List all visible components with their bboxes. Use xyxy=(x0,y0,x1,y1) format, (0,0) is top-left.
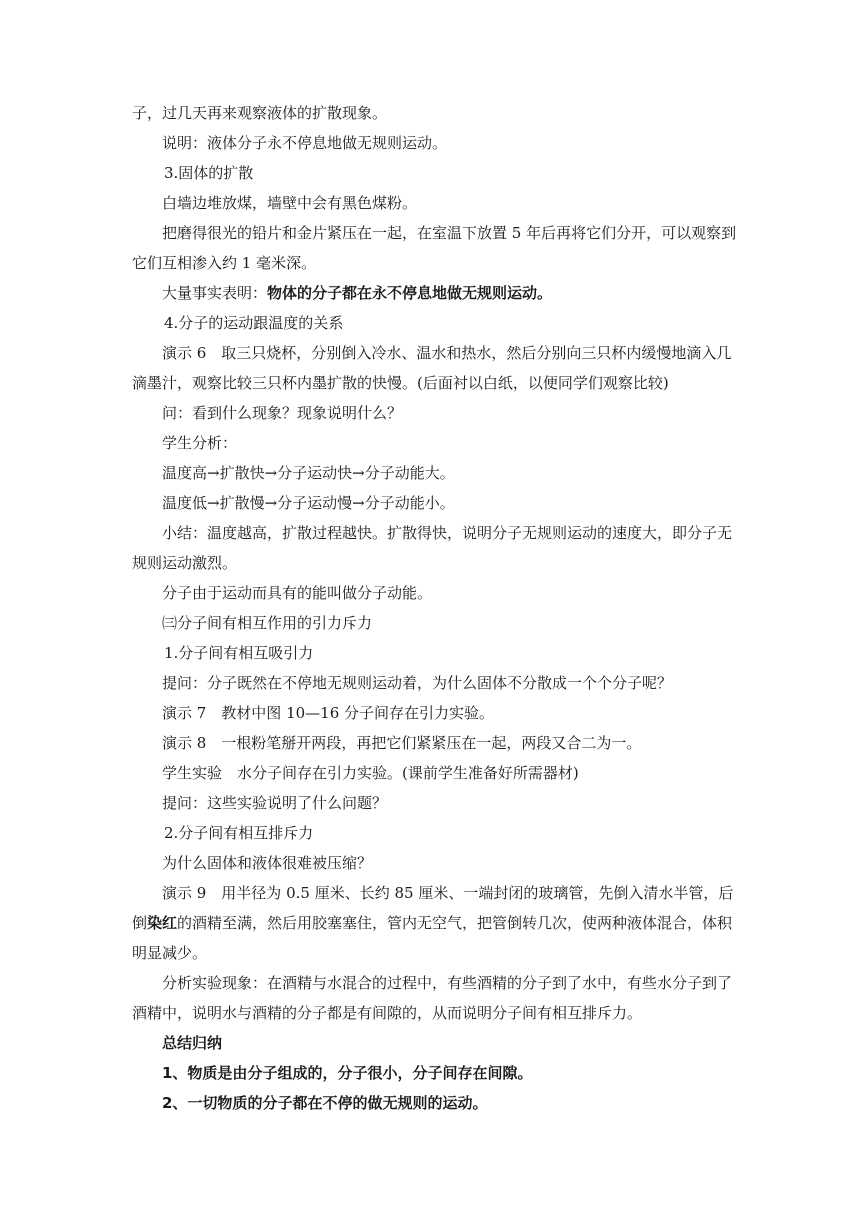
paragraph-line: 为什么固体和液体很难被压缩？ xyxy=(162,854,373,872)
paragraph-line xyxy=(162,283,552,303)
paragraph-line: 学生实验 水分子间存在引力实验。(课前学生准备好所需器材) xyxy=(162,764,579,782)
paragraph-line: 明显减少。 xyxy=(132,944,208,962)
paragraph-line: 子，过几天再来观察液体的扩散现象。 xyxy=(132,104,388,122)
section-heading: 1.分子间有相互吸引力 xyxy=(164,644,314,662)
paragraph-line: 规则运动激烈。 xyxy=(132,554,238,572)
paragraph-line: 温度高→扩散快→分子运动快→分子动能大。 xyxy=(162,464,455,482)
paragraph-line: 分子由于运动而具有的能叫做分子动能。 xyxy=(162,584,433,602)
paragraph-line: 提问：分子既然在不停地无规则运动着，为什么固体不分散成一个个分子呢？ xyxy=(162,674,673,692)
summary-point-2: 2、一切物质的分子都在不停的做无规则的运动。 xyxy=(162,1094,488,1112)
paragraph-line: 演示 6 取三只烧杯，分别倒入冷水、温水和热水，然后分别向三只杯内缓慢地滴入几 xyxy=(162,344,732,362)
paragraph-line: 演示 7 教材中图 10—16 分子间存在引力实验。 xyxy=(162,704,495,722)
paragraph-line: 问：看到什么现象？现象说明什么？ xyxy=(162,404,403,422)
paragraph-line: 酒精中，说明水与酒精的分子都是有间隙的，从而说明分子间有相互排斥力。 xyxy=(132,1004,643,1022)
key-conclusion: 物体的分子都在永不停息地做无规则运动。 xyxy=(267,284,553,302)
paragraph-line xyxy=(132,913,732,933)
emphasis-text: 染红 xyxy=(147,914,178,932)
text-run: 的酒精至满，然后用胶塞塞住，管内无空气，把管倒转几次，使两种液体混合，体积 xyxy=(177,914,733,932)
section-heading: ㈢分子间有相互作用的引力斥力 xyxy=(162,614,373,632)
paragraph-line: 演示 9 用半径为 0.5 厘米、长约 85 厘米、一端封闭的玻璃管，先倒入清水半管，后 xyxy=(162,884,734,902)
paragraph-line: 滴墨汁，观察比较三只杯内墨扩散的快慢。(后面衬以白纸，以便同学们观察比较) xyxy=(132,374,669,392)
paragraph-line: 演示 8 一根粉笔掰开两段，再把它们紧紧压在一起，两段又合二为一。 xyxy=(162,734,642,752)
paragraph-line: 学生分析： xyxy=(162,434,238,452)
summary-heading: 总结归纳 xyxy=(162,1034,223,1052)
paragraph-line: 白墙边堆放煤，墙壁中会有黑色煤粉。 xyxy=(162,194,418,212)
paragraph-line: 把磨得很光的铅片和金片紧压在一起，在室温下放置 5 年后再将它们分开，可以观察到 xyxy=(162,224,737,242)
paragraph-line: 提问：这些实验说明了什么问题？ xyxy=(162,794,388,812)
section-heading: 4.分子的运动跟温度的关系 xyxy=(164,314,344,332)
section-heading: 2.分子间有相互排斥力 xyxy=(164,824,314,842)
summary-point-1: 1、物质是由分子组成的，分子很小，分子间存在间隙。 xyxy=(162,1064,533,1082)
statement-prefix: 大量事实表明： xyxy=(162,284,268,302)
paragraph-line: 它们互相渗入约 1 毫米深。 xyxy=(132,254,317,272)
paragraph-line: 分析实验现象：在酒精与水混合的过程中，有些酒精的分子到了水中，有些水分子到了 xyxy=(162,974,733,992)
paragraph-line: 小结：温度越高，扩散过程越快。扩散得快，说明分子无规则运动的速度大，即分子无 xyxy=(162,524,733,542)
paragraph-line: 温度低→扩散慢→分子运动慢→分子动能小。 xyxy=(162,494,455,512)
text-run: 倒 xyxy=(132,914,148,932)
section-heading: 3.固体的扩散 xyxy=(164,164,254,182)
paragraph-line: 说明：液体分子永不停息地做无规则运动。 xyxy=(162,134,448,152)
